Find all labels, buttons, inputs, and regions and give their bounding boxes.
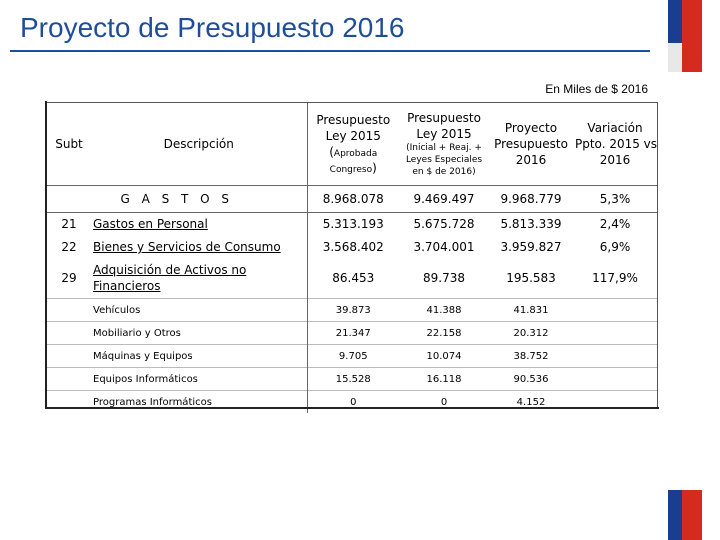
- table-cell: 5.313.193: [307, 213, 399, 236]
- page-title: Proyecto de Presupuesto 2016: [20, 12, 405, 43]
- table-cell: 5.813.339: [500, 217, 562, 232]
- header-variacion: Variación Ppto. 2015 vs 2016: [575, 121, 657, 167]
- table-cell: 38.752: [489, 345, 573, 368]
- header-descripcion: Descripción: [163, 137, 234, 151]
- table-cell: 41.831: [489, 299, 573, 322]
- table-cell: 117,9%: [592, 271, 638, 286]
- gastos-total-row: [47, 186, 657, 213]
- table-cell: 3.568.402: [307, 236, 399, 259]
- row-description: Bienes y Servicios de Consumo: [93, 240, 281, 254]
- subrow-description: Mobiliario y Otros: [91, 322, 307, 345]
- sub-row: [47, 391, 657, 414]
- table-row: [47, 213, 657, 236]
- table-cell: 195.583: [506, 271, 556, 286]
- header-subt: Subt: [55, 137, 83, 151]
- table-row: [47, 259, 657, 299]
- table-cell: 20.312: [489, 322, 573, 345]
- table-cell: 9.968.779: [489, 186, 573, 213]
- budget-table: [47, 103, 657, 413]
- table-cell: 89.738: [423, 271, 465, 286]
- sub-row: [47, 299, 657, 322]
- table-cell: 22.158: [399, 322, 489, 345]
- subrow-description: Máquinas y Equipos: [91, 345, 307, 368]
- subrow-description: Vehículos: [91, 299, 307, 322]
- subt-code: 21: [61, 217, 77, 232]
- flag-stripe-top: [668, 0, 702, 72]
- gastos-label: G A S T O S: [47, 186, 307, 213]
- table-cell: 9.469.497: [399, 186, 489, 213]
- table-cell: 8.968.078: [307, 186, 399, 213]
- table-cell: 10.074: [399, 345, 489, 368]
- table-cell: 3.959.827: [500, 240, 562, 254]
- subrow-description: Equipos Informáticos: [91, 368, 307, 391]
- table-cell: 3.704.001: [413, 240, 475, 254]
- table-cell: 21.347: [307, 322, 399, 345]
- subrow-description: Programas Informáticos: [91, 391, 307, 414]
- title-divider: [10, 50, 650, 52]
- subt-code: 22: [61, 240, 77, 254]
- table-row: [47, 236, 657, 259]
- header-proyecto-presupuesto-2016: Proyecto Presupuesto 2016: [494, 121, 568, 167]
- table-cell: 86.453: [307, 259, 399, 299]
- flag-stripe-bottom: [668, 490, 702, 540]
- header-presupuesto-ley-2015: Presupuesto Ley 2015 (Aprobada Congreso): [307, 103, 399, 186]
- row-description: Gastos en Personal: [93, 217, 208, 232]
- unit-note: En Miles de $ 2016: [545, 82, 648, 96]
- table-cell: 2,4%: [599, 217, 631, 232]
- sub-row: [47, 368, 657, 391]
- table-cell: 5,3%: [573, 186, 657, 213]
- header-row: [47, 103, 657, 186]
- table-cell: 15.528: [307, 368, 399, 391]
- subt-code: 29: [61, 271, 77, 286]
- sub-row: [47, 322, 657, 345]
- table-cell: 6,9%: [599, 240, 631, 254]
- header-presupuesto-ley-2015-ajustado: Presupuesto Ley 2015 (Inicial + Reaj. + Leyes Especiales en $ de 2016): [405, 111, 483, 177]
- table-cell: 4.152: [489, 391, 573, 414]
- table-cell: 90.536: [489, 368, 573, 391]
- budget-table-sheet: [46, 102, 658, 408]
- table-cell: 39.873: [307, 299, 399, 322]
- row-description: Adquisición de Activos no Financieros: [93, 263, 247, 294]
- table-cell: 5.675.728: [413, 217, 475, 232]
- sub-row: [47, 345, 657, 368]
- table-cell: 16.118: [399, 368, 489, 391]
- table-cell: 0: [307, 391, 399, 414]
- table-cell: 41.388: [399, 299, 489, 322]
- table-cell: 0: [399, 391, 489, 414]
- table-cell: 9.705: [307, 345, 399, 368]
